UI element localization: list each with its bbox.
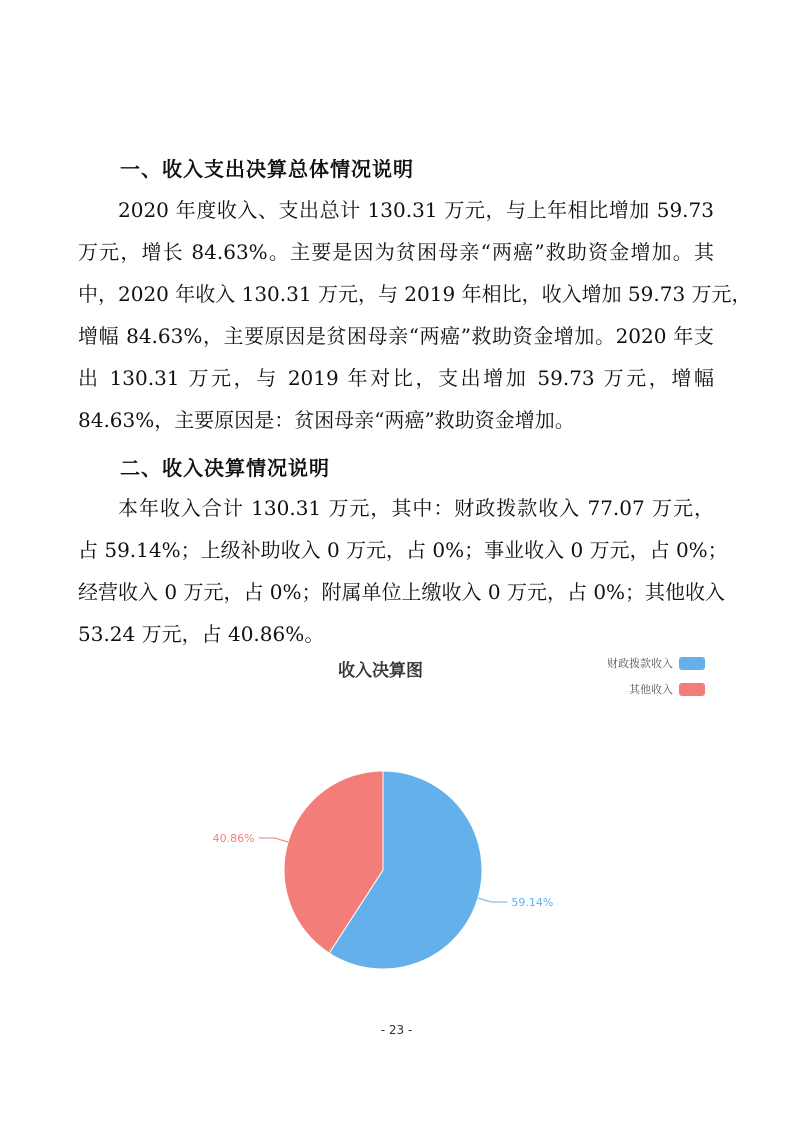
legend-item-fiscal [560, 656, 705, 670]
paragraph-line: 本年收入合计 130.31 万元，其中：财政拨款收入 77.07 万元， [118, 496, 714, 520]
legend-item-other [560, 682, 705, 696]
legend-swatch [679, 657, 705, 670]
paragraph-line: 中，2020 年收入 130.31 万元，与 2019 年相比，收入增加 59.73 万元， [78, 282, 752, 306]
chart-legend [560, 656, 705, 708]
chart-title: 收入决算图 [338, 661, 423, 681]
section2-heading: 二、收入决算情况说明 [120, 456, 330, 480]
paragraph-line: 84.63%，主要原因是：贫困母亲“两癌”救助资金增加。 [78, 408, 575, 432]
legend-label: 财政拨款收入 [607, 657, 673, 670]
pie-leader-line-0 [478, 898, 507, 902]
page-number: - 23 - [380, 1023, 413, 1037]
paragraph-line: 增幅 84.63%，主要原因是贫困母亲“两癌”救助资金增加。2020 年支 [78, 324, 714, 348]
paragraph-line: 2020 年度收入、支出总计 130.31 万元，与上年相比增加 59.73 [118, 198, 714, 222]
pie-data-label-0: 59.14% [511, 896, 554, 910]
section1-heading: 一、收入支出决算总体情况说明 [120, 157, 414, 181]
paragraph-line: 经营收入 0 万元，占 0%；附属单位上缴收入 0 万元，占 0%；其他收入 [78, 580, 726, 604]
paragraph-line: 占 59.14%；上级补助收入 0 万元，占 0%；事业收入 0 万元，占 0%； [78, 538, 728, 562]
paragraph-line: 53.24 万元，占 40.86%。 [78, 622, 325, 646]
pie-chart [0, 740, 793, 1000]
legend-swatch [679, 683, 705, 696]
paragraph-line: 出 130.31 万元，与 2019 年对比，支出增加 59.73 万元，增幅 [78, 366, 714, 390]
pie-leader-line-1 [259, 838, 288, 842]
paragraph-line: 万元，增长 84.63%。主要是因为贫困母亲“两癌”救助资金增加。其 [78, 240, 714, 264]
legend-label: 其他收入 [629, 683, 673, 696]
pie-data-label-1: 40.86% [212, 831, 255, 845]
